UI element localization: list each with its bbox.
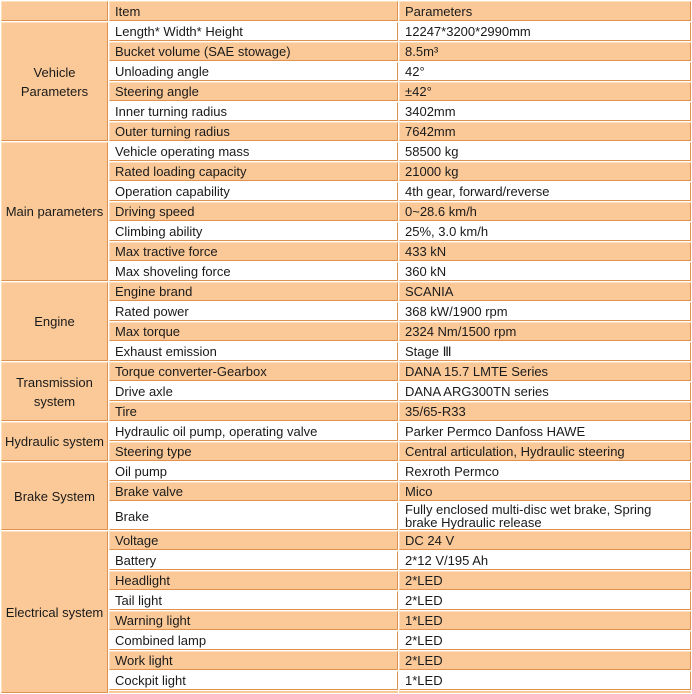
item-cell: Voltage bbox=[109, 531, 398, 550]
item-cell: Max shoveling force bbox=[109, 262, 398, 281]
item-cell: Bucket volume (SAE stowage) bbox=[109, 42, 398, 61]
param-cell: 1*LED bbox=[399, 611, 691, 630]
param-cell: 8.5m³ bbox=[399, 42, 691, 61]
param-cell: 42° bbox=[399, 62, 691, 81]
param-cell: DANA 15.7 LMTE Series bbox=[399, 362, 691, 381]
item-cell: Torque converter-Gearbox bbox=[109, 362, 398, 381]
header-item-cell: Item bbox=[109, 1, 398, 21]
param-cell: 2*LED bbox=[399, 591, 691, 610]
category-cell: Hydraulic system bbox=[1, 422, 108, 461]
spec-row bbox=[1, 422, 691, 441]
category-cell: Transmission system bbox=[1, 362, 108, 421]
param-cell: 35/65-R33 bbox=[399, 402, 691, 421]
param-cell: Fully enclosed multi-disc wet brake, Spring brake Hydraulic release bbox=[399, 502, 691, 530]
header-parameters-cell: Parameters bbox=[399, 1, 691, 21]
param-cell: 12247*3200*2990mm bbox=[399, 22, 691, 41]
item-cell: Inner turning radius bbox=[109, 102, 398, 121]
param-cell: 433 kN bbox=[399, 242, 691, 261]
item-cell: Warning light bbox=[109, 611, 398, 630]
item-cell: Oil pump bbox=[109, 462, 398, 481]
param-cell: 2*LED bbox=[399, 631, 691, 650]
spec-row bbox=[1, 22, 691, 41]
param-cell: Mico bbox=[399, 482, 691, 501]
item-cell: Drive axle bbox=[109, 382, 398, 401]
param-cell: 0~28.6 km/h bbox=[399, 202, 691, 221]
param-cell: 2*LED bbox=[399, 651, 691, 670]
param-cell: 368 kW/1900 rpm bbox=[399, 302, 691, 321]
item-cell: Combined lamp bbox=[109, 631, 398, 650]
param-cell: 2*LED bbox=[399, 571, 691, 590]
item-cell: Steering type bbox=[109, 442, 398, 461]
item-cell: Outer turning radius bbox=[109, 122, 398, 141]
param-cell: Parker Permco Danfoss HAWE bbox=[399, 422, 691, 441]
item-cell: Length* Width* Height bbox=[109, 22, 398, 41]
item-cell: Cockpit light bbox=[109, 671, 398, 690]
item-cell: Headlight bbox=[109, 571, 398, 590]
item-cell: Brake valve bbox=[109, 482, 398, 501]
item-cell: Hydraulic oil pump, operating valve bbox=[109, 422, 398, 441]
item-cell: Work light bbox=[109, 651, 398, 670]
header-row bbox=[1, 1, 691, 21]
category-cell: Main parameters bbox=[1, 142, 108, 281]
spec-row bbox=[1, 282, 691, 301]
item-cell: Tire bbox=[109, 402, 398, 421]
param-cell: 3402mm bbox=[399, 102, 691, 121]
item-cell: Driving speed bbox=[109, 202, 398, 221]
param-cell: 360 kN bbox=[399, 262, 691, 281]
param-cell: Rexroth Permco bbox=[399, 462, 691, 481]
spec-row bbox=[1, 362, 691, 381]
param-cell: DANA ARG300TN series bbox=[399, 382, 691, 401]
param-cell: DC 24 V bbox=[399, 531, 691, 550]
category-cell: Brake System bbox=[1, 462, 108, 530]
param-cell: 2*12 V/195 Ah bbox=[399, 551, 691, 570]
category-cell: Vehicle Parameters bbox=[1, 22, 108, 141]
item-cell: Battery bbox=[109, 551, 398, 570]
header-category-cell bbox=[1, 1, 108, 21]
item-cell: Tail light bbox=[109, 591, 398, 610]
item-cell: Exhaust emission bbox=[109, 342, 398, 361]
item-cell: Brake bbox=[109, 502, 398, 530]
item-cell: Max torque bbox=[109, 322, 398, 341]
param-cell: 21000 kg bbox=[399, 162, 691, 181]
spec-row bbox=[1, 142, 691, 161]
cutoff-param-cell bbox=[399, 691, 691, 693]
param-cell: Stage Ⅲ bbox=[399, 342, 691, 361]
item-cell: Rated loading capacity bbox=[109, 162, 398, 181]
param-cell: SCANIA bbox=[399, 282, 691, 301]
spec-row bbox=[1, 462, 691, 481]
item-cell: Climbing ability bbox=[109, 222, 398, 241]
param-cell: Central articulation, Hydraulic steering bbox=[399, 442, 691, 461]
item-cell: Steering angle bbox=[109, 82, 398, 101]
spec-row bbox=[1, 531, 691, 550]
item-cell: Unloading angle bbox=[109, 62, 398, 81]
param-cell: 25%, 3.0 km/h bbox=[399, 222, 691, 241]
item-cell: Vehicle operating mass bbox=[109, 142, 398, 161]
category-cell: Electrical system bbox=[1, 531, 108, 693]
cutoff-item-cell bbox=[109, 691, 398, 693]
item-cell: Max tractive force bbox=[109, 242, 398, 261]
param-cell: 58500 kg bbox=[399, 142, 691, 161]
category-cell: Engine bbox=[1, 282, 108, 361]
param-cell: 4th gear, forward/reverse bbox=[399, 182, 691, 201]
item-cell: Rated power bbox=[109, 302, 398, 321]
param-cell: 1*LED bbox=[399, 671, 691, 690]
param-cell: 2324 Nm/1500 rpm bbox=[399, 322, 691, 341]
param-cell: 7642mm bbox=[399, 122, 691, 141]
item-cell: Operation capability bbox=[109, 182, 398, 201]
param-cell: ±42° bbox=[399, 82, 691, 101]
item-cell: Engine brand bbox=[109, 282, 398, 301]
